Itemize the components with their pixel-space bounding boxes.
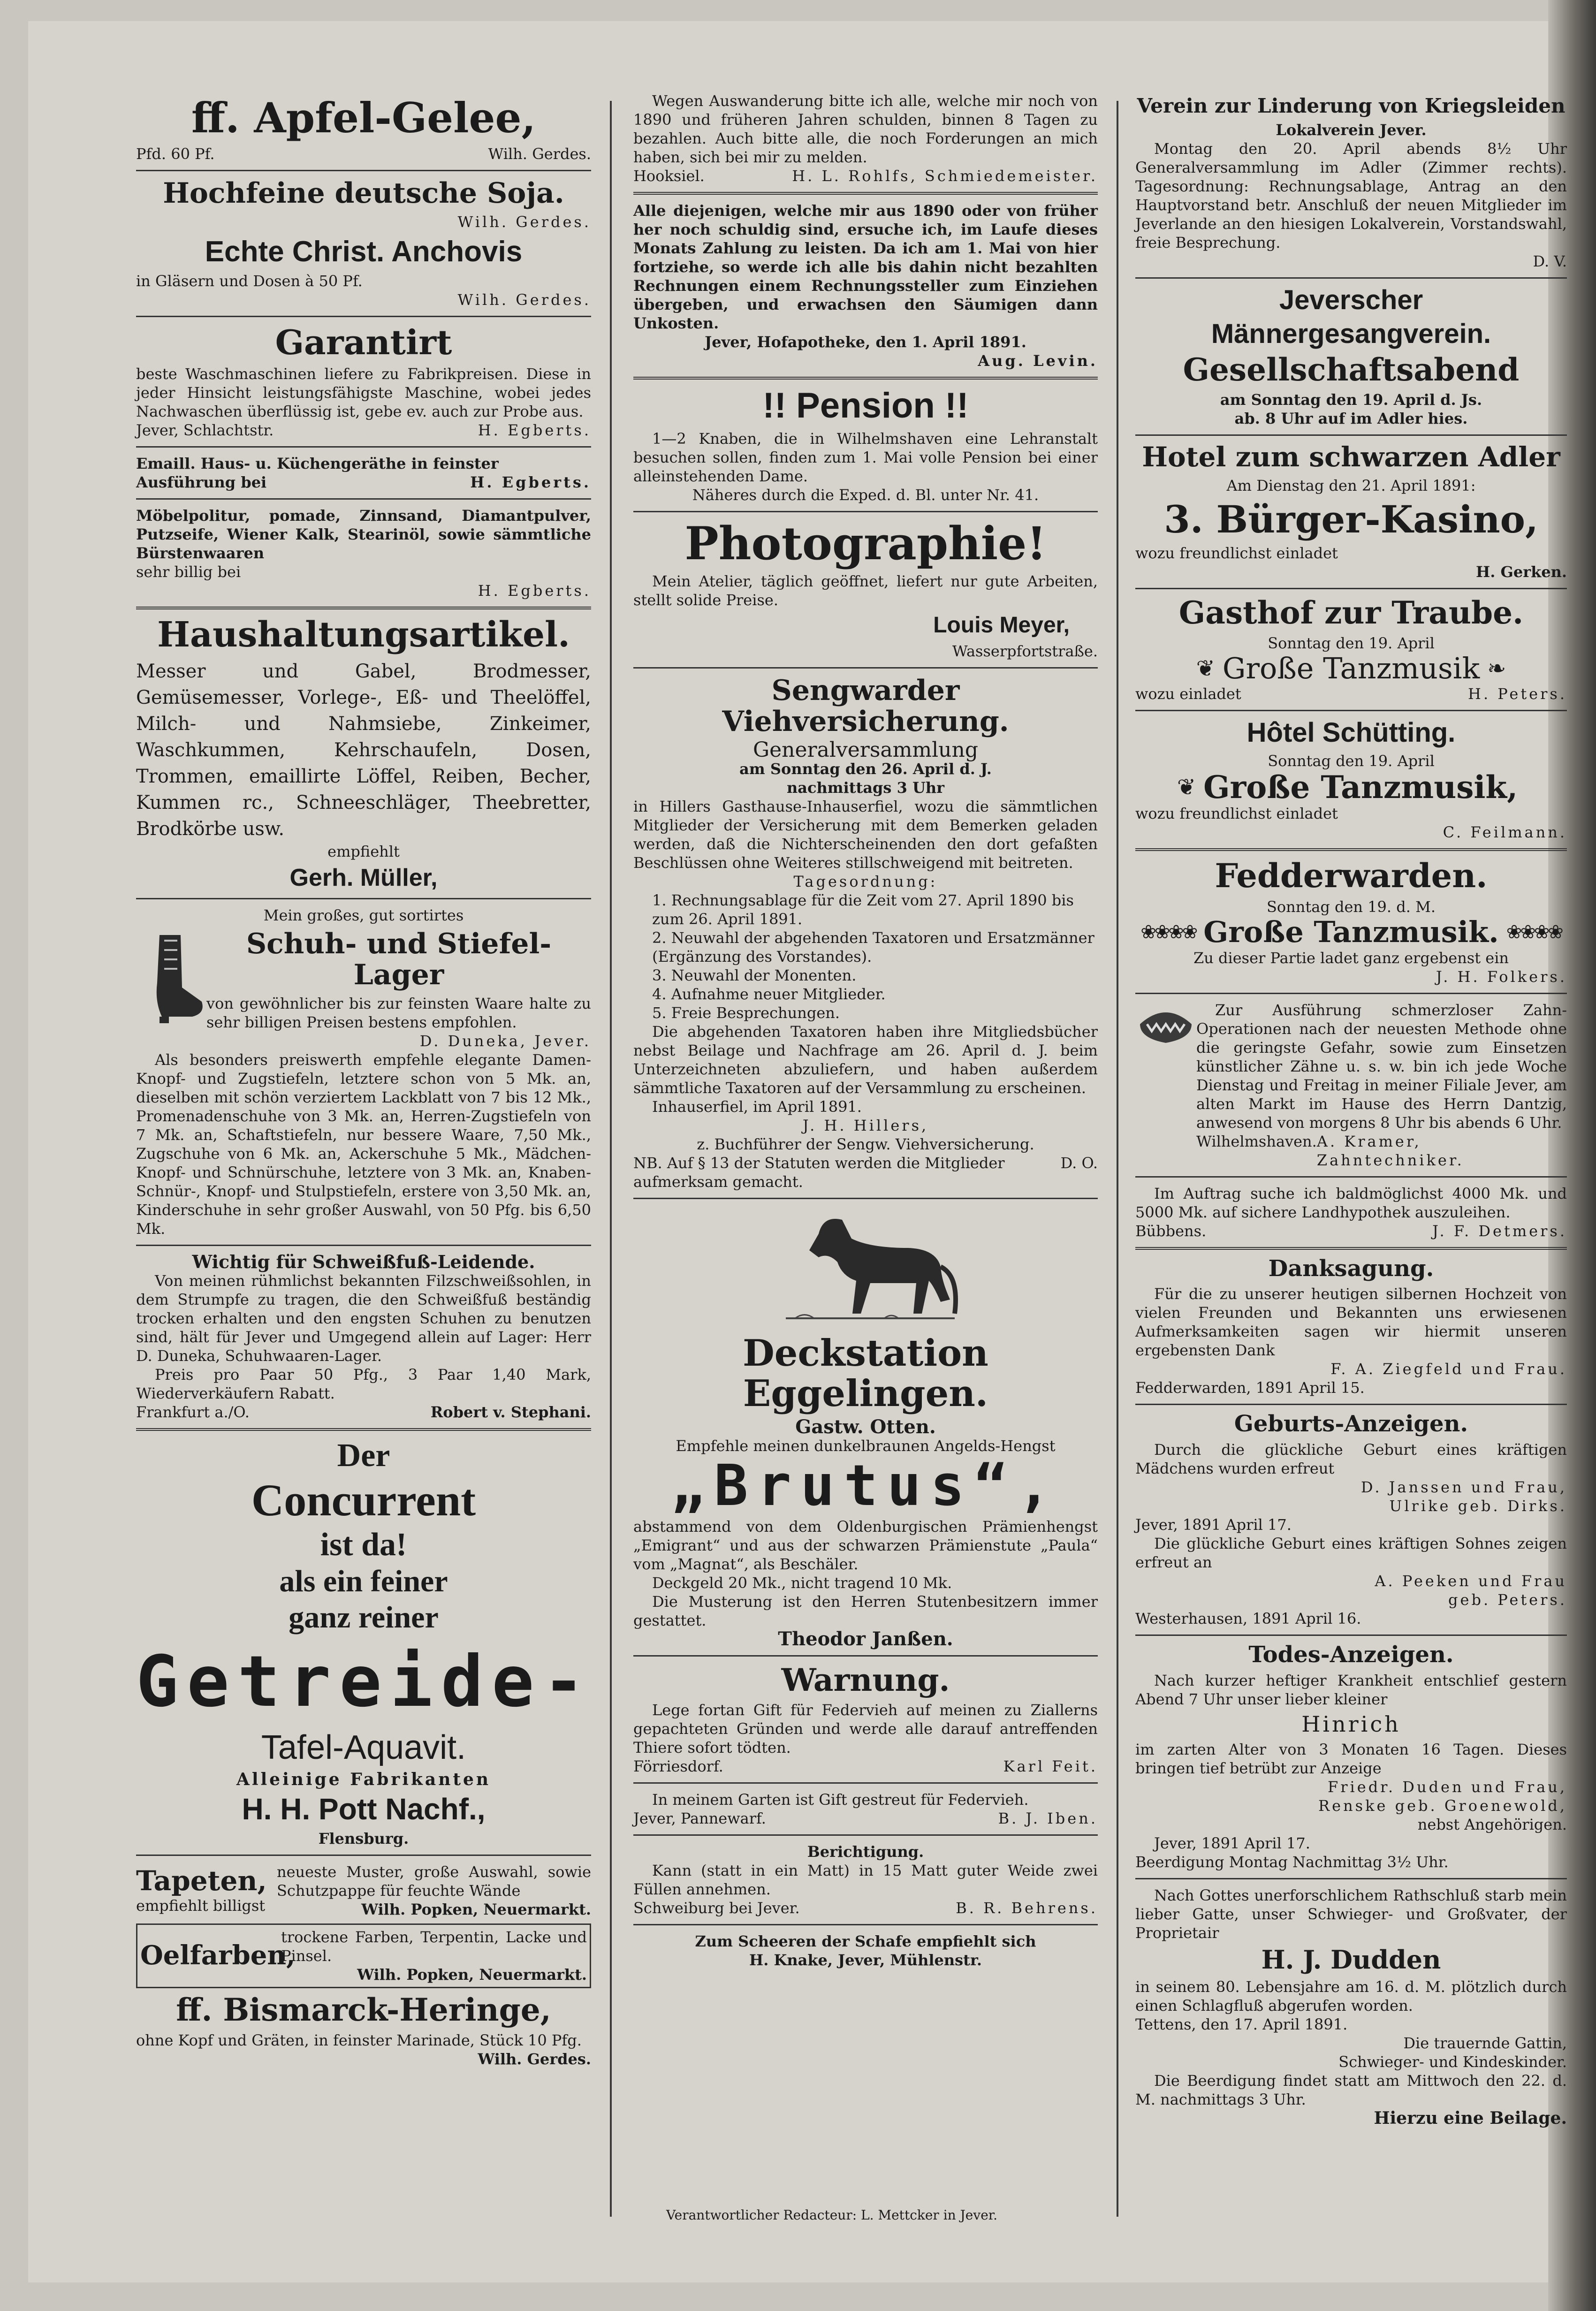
ad-text: Durch die glückliche Geburt eines kräftigen Mädchens wurden erfreut xyxy=(1135,1441,1567,1478)
column-1 xyxy=(136,91,591,2073)
ad-text: Messer und Gabel, Brodmesser, Gemüsemesser, Vorlege-, Eß- und Theelöffel, Milch- und Nahmsiebe, Zinkeimer, Waschkummen, Kehrschaufeln, Dosen, Trommen, emaillirte Löffel, Reiben, Becher, Kummen rc., Schneeschläger, Theebretter, Brodkörbe usw. xyxy=(136,660,591,840)
place-text: Jever, 1891 April 17. xyxy=(1154,1834,1310,1852)
ad-text: abstammend von dem Oldenburgischen Prämienhengst „Emigrant“ und aus der schwarzen Prämienstute „Paula“ vom „Magnat“, als Beschäler. xyxy=(633,1517,1098,1573)
ad-text: empfiehlt billigst xyxy=(136,1897,266,1915)
ad-text: z. Buchführer der Sengw. Viehversicherung. xyxy=(697,1135,1034,1153)
ad-title: Gasthof zur Traube. xyxy=(1178,594,1524,631)
ad-bismarck-heringe xyxy=(136,1993,591,2068)
place-text: Schweiburg bei Jever. xyxy=(633,1899,800,1917)
place-text: Westerhausen, 1891 April 16. xyxy=(1135,1610,1361,1628)
ad-text: neueste Muster, große Auswahl, sowie Schutzpappe für feuchte Wände xyxy=(277,1863,591,1900)
ornament-icon: ❦ xyxy=(1196,655,1215,682)
divider xyxy=(1135,434,1567,436)
seller-name: F. A. Ziegfeld und Frau. xyxy=(1330,1360,1567,1378)
column-3 xyxy=(1135,91,1567,2132)
ad-schuh-lager xyxy=(136,906,591,1238)
seller-name: Wilh. Gerdes. xyxy=(478,2050,591,2068)
divider xyxy=(136,607,591,609)
seller-name: Theodor Janßen. xyxy=(778,1627,953,1650)
divider xyxy=(633,1782,1098,1784)
list-item: 3. Neuwahl der Monenten. xyxy=(652,966,857,984)
divider xyxy=(633,1834,1098,1836)
place-text: Wilhelmshaven. xyxy=(1196,1132,1317,1150)
ad-fedderwarden xyxy=(1135,858,1567,986)
ad-schafe xyxy=(633,1932,1098,1969)
seller-name: Friedr. Duden und Frau, xyxy=(1328,1778,1567,1796)
place-text: Tettens, den 17. April 1891. xyxy=(1135,2015,1348,2033)
ad-text: Für die zu unserer heutigen silbernen Hochzeit von vielen Freunden und Bekannten uns erwiesenen Aufmerksamkeiten sagen wir hiermit unseren ergebensten Dank xyxy=(1135,1285,1567,1360)
ad-danksagung xyxy=(1135,1256,1567,1398)
ad-text: Alle diejenigen, welche mir aus 1890 oder von früher her noch schuldig sind, ersuche ich, im Laufe dieses Monats Zahlung zu leisten. Da ich am 1. Mai von hier fortziehe, so werde ich alle bis dahin nicht bezahlten Rechnungen einem Rechnungssteller zum Einziehen übergeben, und erwachsen den Säumigen dann Unkosten. xyxy=(633,202,1098,332)
place-text: Fedderwarden, 1891 April 15. xyxy=(1135,1379,1365,1397)
price-text: Deckgeld 20 Mk., nicht tragend 10 Mk. xyxy=(652,1574,952,1592)
divider xyxy=(1135,848,1567,851)
seller-name: D. Janssen und Frau, xyxy=(1360,1478,1567,1497)
ad-text: wozu einladet xyxy=(1135,684,1241,703)
seller-name: Robert v. Stephani. xyxy=(430,1403,591,1421)
divider xyxy=(1135,1634,1567,1636)
event-title: Große Tanzmusik, xyxy=(1203,768,1518,806)
ad-title: Oelfarben, xyxy=(140,1940,296,1971)
divider xyxy=(633,1655,1098,1657)
ad-zahntechniker xyxy=(1135,1001,1567,1170)
ad-schweissfuss xyxy=(136,1253,591,1422)
date-text: Sonntag den 19. April xyxy=(1268,634,1435,652)
ad-title: Concurrent xyxy=(251,1475,476,1525)
place-text: Jever, Pannewarf. xyxy=(633,1809,766,1828)
ad-hotel-adler xyxy=(1135,442,1567,581)
ad-title: Photographie! xyxy=(684,517,1047,570)
ad-text: Nach kurzer heftiger Krankheit entschlief gestern Abend 7 Uhr unser lieber kleiner xyxy=(1135,1671,1567,1708)
ad-text: NB. Auf § 13 der Statuten werden die Mitglieder aufmerksam gemacht. xyxy=(633,1154,1005,1191)
ad-text: ohne Kopf und Gräten, in feinster Marinade, Stück 10 Pfg. xyxy=(136,2031,582,2049)
boot-icon xyxy=(136,931,206,1025)
ad-text: Beerdigung Montag Nachmittag 3½ Uhr. xyxy=(1135,1853,1449,1871)
ad-moebelpolitur xyxy=(136,506,591,600)
ad-text: Empfehle meinen dunkelbraunen Angelds-Hengst xyxy=(676,1437,1056,1455)
seller-name: H. Egberts. xyxy=(478,421,591,440)
seller-name: J. H. Hillers, xyxy=(802,1116,929,1134)
seller-name: J. H. Folkers. xyxy=(1436,967,1567,986)
divider xyxy=(1135,1404,1567,1405)
ad-text: Mein Atelier, täglich geöffnet, liefert nur gute Arbeiten, stellt solide Preise. xyxy=(633,572,1098,609)
seller-name: J. F. Detmers. xyxy=(1432,1222,1567,1240)
ad-title: Deckstation Eggelingen. xyxy=(743,1331,988,1415)
ad-text: Die abgehenden Taxatoren haben ihre Mitgliedsbücher nebst Beilage und Nachfrage am 26. April d. J. beim Unterzeichneten abzuliefern, und haben außerdem sämmtliche Taxatoren auf der Versammlung zu erscheinen. xyxy=(633,1022,1098,1097)
divider xyxy=(1135,277,1567,279)
ad-warnung xyxy=(633,1663,1098,1776)
divider xyxy=(136,170,591,171)
deceased-name: H. J. Dudden xyxy=(1261,1944,1441,1975)
ad-text: von gewöhnlicher bis zur feinsten Waare halte zu sehr billigen Preisen bestens empfohlen. xyxy=(206,994,591,1031)
divider xyxy=(1135,1176,1567,1178)
ad-gasthof-traube xyxy=(1135,596,1567,703)
ad-text: sehr billig bei xyxy=(136,563,241,581)
divider xyxy=(1135,588,1567,589)
place-text: Frankfurt a./O. xyxy=(136,1403,250,1421)
ad-geburts-anzeigen xyxy=(1135,1412,1567,1628)
ad-title: Berichtigung. xyxy=(807,1843,924,1861)
ad-text: Die glückliche Geburt eines kräftigen Sohnes zeigen erfreut an xyxy=(1135,1535,1567,1572)
ad-title: Hotel zum schwarzen Adler xyxy=(1142,441,1560,473)
ad-deckstation xyxy=(633,1206,1098,1649)
ad-auswanderung xyxy=(633,91,1098,185)
ad-text: wozu freundlichst einladet xyxy=(1135,805,1338,823)
date-text: ab. 8 Uhr auf im Adler hies. xyxy=(1234,410,1468,428)
place-text: Jever, Schlachtstr. xyxy=(136,421,274,440)
seller-name: D. O. xyxy=(1060,1154,1098,1172)
ad-text: Zu dieser Partie ladet ganz ergebenst ein xyxy=(1193,949,1509,967)
seller-name: Die trauernde Gattin, xyxy=(1403,2034,1567,2052)
seller-name: H. L. Rohlfs, Schmiedemeister. xyxy=(792,167,1098,185)
ad-text: Im Auftrag suche ich baldmöglichst 4000 Mk. und 5000 Mk. auf sichere Landhypothek auszuleihen. xyxy=(1135,1184,1567,1221)
place-text: Jever, 1891 April 17. xyxy=(1135,1516,1292,1534)
ad-emaill xyxy=(136,454,591,492)
ad-text: Montag den 20. April abends 8½ Uhr Generalversammlung im Adler (Zimmer rechts). Tagesordnung: Rechnungsablage, Antrag an den Hauptvorstand betr. Anschluß der neuen Mitglieder im Jeverlande an den hiesigen Lokalverein, Vorstandswahl, freie Besprechung. xyxy=(1135,140,1567,252)
seller-name: Wilh. Gerdes. xyxy=(457,213,591,231)
seller-name: B. J. Iben. xyxy=(998,1809,1098,1828)
ad-text: Nach Gottes unerforschlichem Rathschluß starb mein lieber Gatte, unser Schwieger- und Großvater, der Proprietair xyxy=(1135,1886,1567,1942)
ad-title: Garantirt xyxy=(275,322,452,362)
ad-title: Tapeten, xyxy=(136,1865,267,1897)
seller-name: D. V. xyxy=(1533,252,1567,271)
ad-text: Zur Ausführung schmerzloser Zahn-Operationen nach der neuesten Methode ohne die geringste Gefahr, sowie zum Einsetzen künstlicher Zähne u. s. w. bin ich jede Woche Dienstag und Freitag in meiner Filiale Jever, am alten Markt im Hause des Herrn Dantzig, anwesend von morgens 8 Uhr bis abends 6 Uhr. xyxy=(1196,1001,1567,1132)
editor-footer: Verantwortlicher Redacteur: L. Mettcker in Jever. xyxy=(666,2207,997,2223)
divider xyxy=(633,667,1098,669)
place-text: Inhauserfiel, im April 1891. xyxy=(652,1097,862,1116)
ad-text: Alleinige Fabrikanten xyxy=(236,1769,491,1789)
ad-title: Tafel-Aquavit. xyxy=(261,1728,466,1766)
date-text: am Sonntag den 26. April d. J. xyxy=(739,760,992,778)
ad-title: ff. Apfel-Gelee, xyxy=(191,93,536,142)
ad-text: ist da! xyxy=(320,1527,407,1563)
teeth-icon xyxy=(1135,1005,1196,1048)
ad-text: Näheres durch die Exped. d. Bl. unter Nr. 41. xyxy=(692,486,1039,504)
divider xyxy=(136,1245,591,1246)
ad-title: Jeverscher xyxy=(1279,285,1423,316)
divider xyxy=(136,1855,591,1856)
ad-oelfarben xyxy=(136,1923,591,1988)
ad-text: Der xyxy=(337,1437,390,1474)
ad-title: Hochfeine deutsche Soja. xyxy=(163,176,564,210)
ad-text: Von meinen rühmlichst bekannten Filzschweißsohlen, in dem Strumpfe zu tragen, die den Schweißfuß beständig trocken erhalten und den engsten Schuhen zu benutzen sind, hält für Jever und Umgegend allein auf Lager: Herr D. Duneka, Schuhwaaren-Lager. xyxy=(136,1271,591,1365)
divider xyxy=(633,1198,1098,1199)
divider xyxy=(1135,710,1567,711)
seller-name: Aug. Levin. xyxy=(978,352,1098,370)
seller-name: Gerh. Müller, xyxy=(289,864,438,891)
column-divider xyxy=(610,101,612,2217)
deceased-name: Hinrich xyxy=(1301,1711,1401,1737)
seller-name: C. Feilmann. xyxy=(1443,823,1567,842)
date-text: am Sonntag den 19. April d. Js. xyxy=(1220,391,1482,409)
ornament-icon: ❦ xyxy=(1177,774,1196,801)
seller-name: Wilh. Popken, Neuermarkt. xyxy=(357,1966,587,1984)
seller-name: Louis Meyer, xyxy=(933,613,1070,638)
column-divider xyxy=(1117,101,1118,2217)
ad-apfel-gelee xyxy=(136,95,591,163)
date-text: nachmittags 3 Uhr xyxy=(786,778,945,797)
ad-text: im zarten Alter von 3 Monaten 16 Tagen. Dieses bringen tief betrübt zur Anzeige xyxy=(1135,1740,1567,1777)
ad-garantirt xyxy=(136,324,591,440)
seller-name: Wilh. Gerdes. xyxy=(488,144,591,163)
ornament-icon: ❀❀❀❀ xyxy=(1140,921,1196,943)
ad-gift xyxy=(633,1790,1098,1828)
place-text: Bübbens. xyxy=(1135,1222,1207,1240)
ad-text: Möbelpolitur, pomade, Zinnsand, Diamantpulver, Putzseife, Wiener Kalk, Stearinöl, sowie sämmtliche Bürstenwaaren xyxy=(136,507,591,563)
seller-name: H. Egberts. xyxy=(478,582,591,600)
ad-hypothek xyxy=(1135,1184,1567,1240)
seller-name: Karl Feit. xyxy=(1003,1757,1098,1776)
ad-photographie xyxy=(633,519,1098,661)
ad-title: Getreide- xyxy=(136,1641,593,1723)
ad-verein-kriegsleiden xyxy=(1135,95,1567,271)
supplement-note: Hierzu eine Beilage. xyxy=(1374,2108,1567,2128)
horse-name: „Brutus“, xyxy=(670,1453,1061,1519)
ad-title: ff. Bismarck-Heringe, xyxy=(176,1992,551,2029)
ad-tapeten xyxy=(136,1862,591,1919)
ad-text: Lege fortan Gift für Federvieh auf meinen zu Ziallerns gepachteten Gründen und werde alle darauf antreffenden Thiere sofort tödten. xyxy=(633,1701,1098,1757)
ad-text: wozu freundlichst einladet xyxy=(1135,544,1338,563)
ad-text: Lokalverein Jever. xyxy=(1276,121,1427,139)
ad-title: Haushaltungsartikel. xyxy=(157,615,570,655)
ad-text: Zum Scheeren der Schafe empfiehlt sich xyxy=(695,1932,1036,1951)
date-text: Am Dienstag den 21. April 1891: xyxy=(1226,477,1476,495)
ad-title: Todes-Anzeigen. xyxy=(1248,1642,1454,1668)
event-title: 3. Bürger-Kasino, xyxy=(1164,497,1538,542)
ad-text: In meinem Garten ist Gift gestreut für Federvieh. xyxy=(652,1791,1029,1809)
ad-text: empfiehlt xyxy=(327,842,400,860)
column-2 xyxy=(633,91,1098,1974)
ad-pension xyxy=(633,386,1098,504)
seller-name: Schwieger- und Kindeskinder. xyxy=(1338,2053,1567,2071)
seller-name: Wilh. Gerdes. xyxy=(457,290,591,309)
ad-levin xyxy=(633,201,1098,370)
divider xyxy=(633,192,1098,195)
divider xyxy=(1135,993,1567,994)
ad-title: Danksagung. xyxy=(1268,1255,1434,1282)
divider xyxy=(633,511,1098,512)
event-title: Große Tanzmusik xyxy=(1222,651,1480,685)
ad-title: Fedderwarden. xyxy=(1215,856,1488,896)
divider xyxy=(633,377,1098,380)
ad-title: Verein zur Linderung von Kriegsleiden xyxy=(1137,94,1566,117)
ad-text: in Gläsern und Dosen à 50 Pf. xyxy=(136,272,363,290)
list-item: 4. Aufnahme neuer Mitglieder. xyxy=(652,985,886,1003)
ad-anchovis xyxy=(136,236,591,309)
ad-soja xyxy=(136,178,591,231)
ad-text: Tagesordnung: xyxy=(793,872,938,890)
ad-text: Generalversammlung xyxy=(752,737,978,762)
seller-name: Ulrike geb. Dirks. xyxy=(1389,1497,1567,1515)
ad-text: in Hillers Gasthause-Inhauserfiel, wozu die sämmtlichen Mitglieder der Versicherung mit dem Bemerken geladen werden, daß die Nichterscheinenden den dort gefaßten Beschlüssen ohne Weiteres stillschweigend mit beitreten. xyxy=(633,797,1098,872)
seller-name: B. R. Behrens. xyxy=(956,1899,1098,1917)
list-item: 5. Freie Besprechungen. xyxy=(652,1003,840,1022)
seller-name: Renske geb. Groenewold, xyxy=(1318,1796,1567,1815)
date-text: Sonntag den 19. d. M. xyxy=(1266,898,1436,916)
ad-title: Gesellschaftsabend xyxy=(1183,351,1520,388)
seller-name: H. Egberts. xyxy=(470,473,591,492)
ad-text: Die Beerdigung findet statt am Mittwoch den 22. d. M. nachmittags 3 Uhr. xyxy=(1135,2071,1567,2108)
divider xyxy=(1135,1247,1567,1250)
ad-concurrent xyxy=(136,1437,591,1848)
list-item: 1. Rechnungsablage für die Zeit vom 27. April 1890 bis zum 26. April 1891. xyxy=(652,891,1074,928)
seller-name: Wilh. Popken, Neuermarkt. xyxy=(361,1900,591,1919)
agenda-list xyxy=(652,891,1098,1022)
ad-text: Ausführung bei xyxy=(136,473,267,492)
horse-icon xyxy=(767,1206,964,1328)
place-text: Flensburg. xyxy=(318,1830,409,1848)
ad-text: in seinem 80. Lebensjahre am 16. d. M. plötzlich durch einen Schlagfluß abgerufen worden. xyxy=(1135,1977,1567,2015)
ad-haushaltungsartikel xyxy=(136,616,591,891)
ad-text: trockene Farben, Terpentin, Lacke und Pinsel. xyxy=(281,1928,587,1965)
ad-title: Schuh- und Stiefel-Lager xyxy=(246,927,552,991)
place-text: Förriesdorf. xyxy=(633,1757,723,1776)
divider xyxy=(136,498,591,500)
ad-text: Kann (statt in ein Matt) in 15 Matt guter Weide zwei Füllen annehmen. xyxy=(633,1862,1098,1899)
divider xyxy=(1135,1878,1567,1879)
seller-name: A. Kramer, Zahntechniker. xyxy=(1316,1132,1464,1169)
ad-title: Geburts-Anzeigen. xyxy=(1234,1411,1468,1437)
ad-text: als ein feiner xyxy=(279,1564,448,1599)
company-name: H. H. Pott Nachf., xyxy=(242,1792,486,1826)
ad-title: Warnung. xyxy=(781,1661,950,1698)
divider xyxy=(136,1428,591,1431)
ad-text: Als besonders preiswerth empfehle elegante Damen-Knopf- und Zugstiefeln, letztere schon von 5 Mk. an, dieselben mit schön verziertem Lackblatt von 7 bis 12 Mk., Promenadenschuhe von 3 Mk. an, Herren-Zugstiefeln von 7 Mk. an, Schaftstiefeln, nur bessere Waare, 7,50 Mk., Zugschuhe von 6 Mk. an, Ackerschuhe 5 Mk., Mädchen-Knopf- und Schnürschuhe, letztere von 3 Mk. an, Knaben-Schnür-, Knopf- und Stulpstiefeln, erstere von 3,50 Mk. an, Kinderschuhe in sehr großer Auswahl, von 50 Pfg. bis 6,50 Mk. xyxy=(136,1050,591,1238)
ad-text: Wegen Auswanderung bitte ich alle, welche mir noch von 1890 und früheren Jahren schulden, binnen 8 Tagen zu bezahlen. Auch bitte alle, die noch Forderungen an mich haben, sich bei mir zu melden. xyxy=(633,92,1098,166)
date-text: Sonntag den 19. April xyxy=(1268,752,1435,770)
ad-title: Männergesangverein. xyxy=(1211,318,1491,349)
ad-title: Sengwarder Viehversicherung. xyxy=(722,674,1009,738)
seller-name: H. Gerken. xyxy=(1476,563,1567,581)
price-text: Preis pro Paar 50 Pfg., 3 Paar 1,40 Mark, Wiederverkäufern Rabatt. xyxy=(136,1365,591,1402)
ad-text: Emaill. Haus- u. Küchengeräthe in feinster xyxy=(136,455,499,473)
seller-name: H. Knake, Jever, Mühlenstr. xyxy=(749,1951,982,1969)
ad-text: Gastw. Otten. xyxy=(795,1415,936,1438)
price-text: Pfd. 60 Pf. xyxy=(136,144,215,163)
ad-todes-anzeigen xyxy=(1135,1642,1567,2128)
divider xyxy=(136,898,591,899)
place-text: Wasserpfortstraße. xyxy=(952,642,1098,660)
divider xyxy=(136,316,591,317)
ad-sengwarder xyxy=(633,675,1098,1191)
ornament-icon: ❀❀❀❀ xyxy=(1506,921,1562,943)
seller-name: nebst Angehörigen. xyxy=(1417,1815,1567,1833)
event-title: Große Tanzmusik. xyxy=(1203,915,1499,950)
place-text: Hooksiel. xyxy=(633,167,705,185)
ornament-icon: ❧ xyxy=(1487,655,1506,682)
divider xyxy=(136,446,591,448)
seller-name: geb. Peters. xyxy=(1448,1591,1567,1609)
seller-name: D. Duneka, Jever. xyxy=(419,1032,591,1050)
ad-title: !! Pension !! xyxy=(762,386,969,426)
ad-title: Wichtig für Schweißfuß-Leidende. xyxy=(192,1251,535,1272)
ad-text: ganz reiner xyxy=(289,1600,439,1634)
ad-text: beste Waschmaschinen liefere zu Fabrikpreisen. Diese in jeder Hinsicht leistungsfähigste Maschine, wobei jedes Nachwaschen überflüssig ist, gebe ev. auch zur Probe aus. xyxy=(136,365,591,421)
ad-maennergesangverein xyxy=(1135,285,1567,428)
place-text: Jever, Hofapotheke, den 1. April 1891. xyxy=(705,333,1026,351)
ad-text: Die Musterung ist den Herren Stutenbesitzern immer gestattet. xyxy=(633,1592,1098,1629)
ad-title: Echte Christ. Anchovis xyxy=(205,235,523,268)
seller-name: A. Peeken und Frau xyxy=(1375,1572,1567,1590)
ad-text: 1—2 Knaben, die in Wilhelmshaven eine Lehranstalt besuchen sollen, finden zum 1. Mai volle Pension bei einer alleinstehenden Dame. xyxy=(633,429,1098,485)
seller-name: H. Peters. xyxy=(1468,684,1567,703)
ad-text: Mein großes, gut sortirtes xyxy=(263,906,464,924)
ad-berichtigung xyxy=(633,1842,1098,1917)
list-item: 2. Neuwahl der abgehenden Taxatoren und Ersatzmänner (Ergänzung des Vorstandes). xyxy=(652,928,1094,965)
divider xyxy=(633,1924,1098,1925)
ad-title: Hôtel Schütting. xyxy=(1246,717,1456,748)
ad-hotel-schuetting xyxy=(1135,718,1567,842)
